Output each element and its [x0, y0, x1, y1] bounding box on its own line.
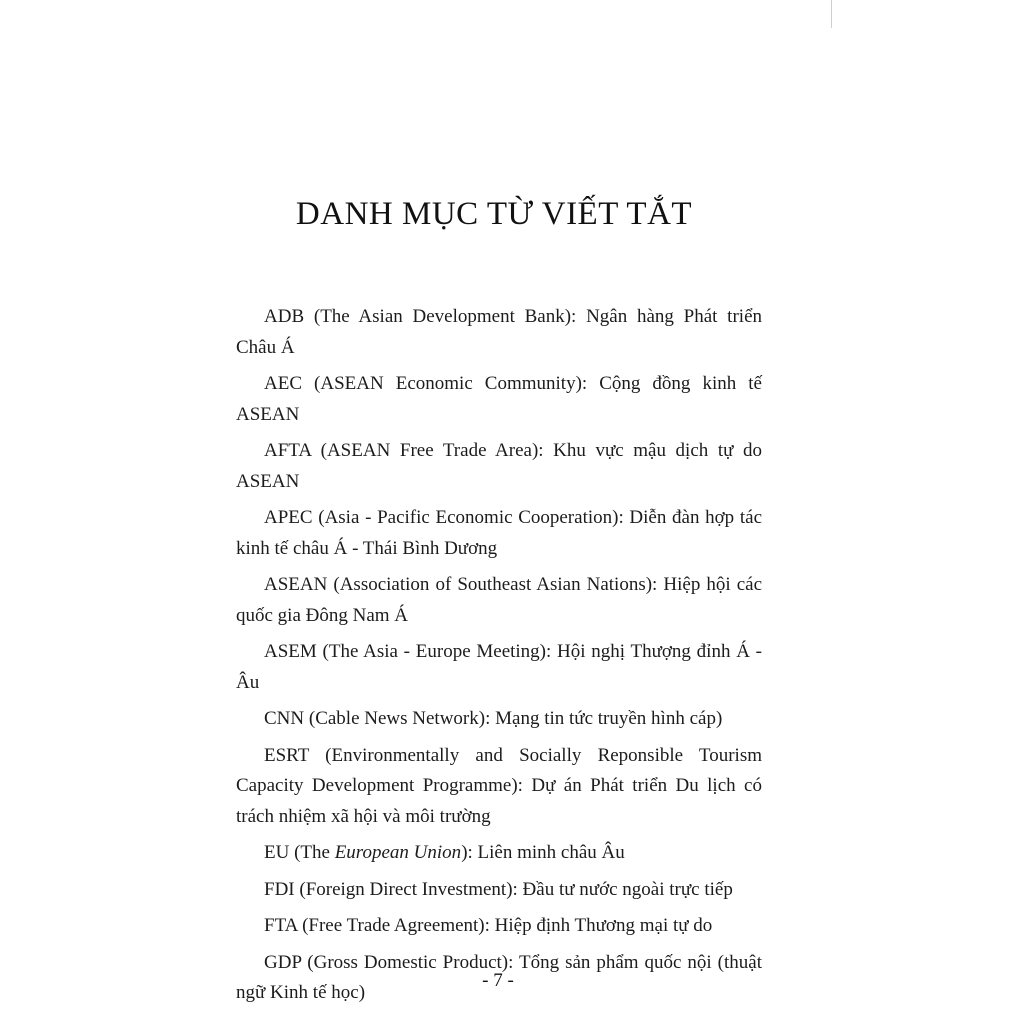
- abbreviation-entry-fdi: FDI (Foreign Direct Investment): Đầu tư nước ngoài trực tiếp: [264, 878, 733, 900]
- abbreviation-entry-gdp: GDP (Gross Domestic Product): Tổng sản phẩm quốc nội (thuật ngữ Kinh tế học): [236, 951, 762, 1003]
- eu-italic-term: European Union: [334, 842, 462, 863]
- eu-prefix: EU (The: [264, 842, 335, 863]
- abbreviation-list: [236, 302, 762, 1015]
- page-number: - 7 -: [482, 970, 514, 991]
- abbreviation-entry-eu: [236, 838, 762, 869]
- eu-suffix: ): Liên minh châu Âu: [461, 842, 625, 863]
- abbreviation-entry-apec: APEC (Asia - Pacific Economic Cooperation): Diễn đàn hợp tác kinh tế châu Á - Thái Bình Dương: [236, 507, 762, 559]
- abbreviation-entry-afta: AFTA (ASEAN Free Trade Area): Khu vực mậu dịch tự do ASEAN: [236, 440, 762, 492]
- abbreviation-entry-aec: AEC (ASEAN Economic Community): Cộng đồng kinh tế ASEAN: [236, 373, 762, 425]
- page-title: DANH MỤC TỪ VIẾT TẮT: [295, 196, 693, 232]
- abbreviation-entry-adb: ADB (The Asian Development Bank): Ngân hàng Phát triển Châu Á: [236, 306, 762, 358]
- abbreviation-entry-fta: FTA (Free Trade Agreement): Hiệp định Thương mại tự do: [264, 915, 713, 936]
- abbreviation-entry-esrt: ESRT (Environmentally and Socially Reponsible Tourism Capacity Development Programme): Dự án Phát triển Du lịch có trách nhiệm xã hội và môi trường: [236, 744, 762, 827]
- abbreviation-entry-asean: ASEAN (Association of Southeast Asian Nations): Hiệp hội các quốc gia Đông Nam Á: [236, 574, 762, 626]
- page-edge-mark: [831, 0, 832, 28]
- abbreviation-entry-asem: ASEM (The Asia - Europe Meeting): Hội nghị Thượng đỉnh Á - Âu: [236, 641, 762, 693]
- abbreviation-entry-cnn: CNN (Cable News Network): Mạng tin tức truyền hình cáp): [264, 708, 723, 729]
